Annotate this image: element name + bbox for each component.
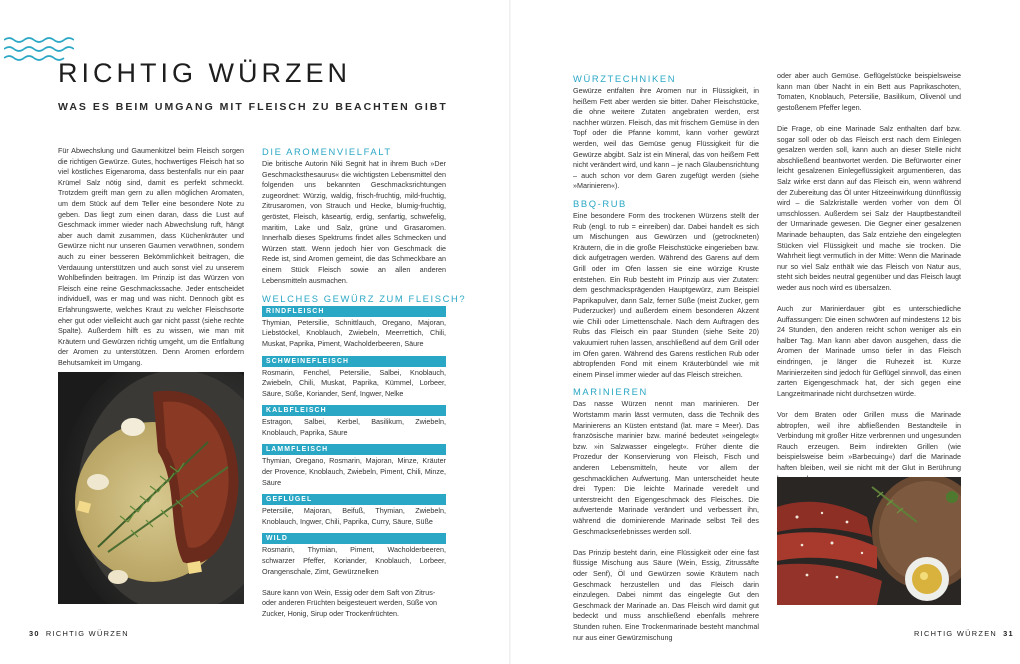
steak-pan-photo — [58, 372, 244, 604]
page-number-left: 30 — [29, 629, 40, 638]
intro-paragraph: Für Abwechslung und Gaumenkitzel beim Fleisch sorgen die richtigen Gewürze. Gutes, hochwertiges Fleisch hat so viel köstliches Eigenaroma, dass bestenfalls nur ein paar Krümel Salz nötig sind, damit es perfekt schmeckt. Trotzdem greift man gern zu allen möglichen Aromaten, um dem Stück auf dem Teller eine besondere Note zu geben. Das liegt zum einen daran, dass die Lust auf Geschmack immer wieder nach Abwechslung ruft, hängt aber auch damit zusammen, dass Küchenkräuter und Gewürze nicht nur unseren Gaumen verwöhnen, sondern auch zu einer besseren Bekömmlichkeit beitragen, die Verdauung unterstützen und auch sonst viel zu unserem Wohlbefinden beitragen. Im Prinzip ist das Würzen von Fleisch eine reine Geschmackssache. Jeder entscheidet individuell, was er mag und was nicht. Dennoch gibt es Erfahrungswerte, welches Kraut zu welcher Fleischsorte eher gut oder vielleicht auch gar nicht passt (siehe rechte Spalte). Außerdem hilft es zu wissen, wie man mit Kräutern und Gewürzen richtig umgeht, um die Entfaltung der Aromen zu unterstützen. Denn Aromen erfordern Behutsamkeit im Umgang. — [58, 146, 244, 367]
lammfleisch-text: Thymian, Oregano, Rosmarin, Majoran, Minze, Kräuter der Provence, Knoblauch, Zwiebeln, Piment, Chili, Minze, Säure — [262, 456, 446, 487]
page-gutter — [509, 0, 511, 664]
aromen-paragraph: Die britische Autorin Niki Segnit hat in ihrem Buch »Der Geschmacksthesaurus« die wichtigsten Lebensmittel den folgenden uns bekannten Geschmacksrichtungen zugeordnet: Würzig, waldig, frisch-fruchtig, mild-fruchtig, Zitrusaromen, von Strauch und Hecke, blumig-fruchtig, geröstet, Fleisch, käseartig, erdig, senfartig, schwefelig, maritim, Lake und Salz, grüne und Grasaromen. Innerhalb dieses Spektrums findet alles Schmecken und Würzen statt. Wenn jedoch hier von Geschmack die Rede ist, sind Aromen gemeint, die das Schmeckbare an einem Stück Fleisch sowie an allen anderen Lebensmitteln ausmachen. — [262, 159, 446, 285]
schweinefleisch-text: Rosmarin, Fenchel, Petersilie, Salbei, Knoblauch, Zwiebeln, Chili, Muskat, Paprika, Kümmel, Lorbeer, Säure, Süße, Koriander, Senf, Ingwer, Nelke — [262, 367, 446, 398]
running-title-left: RICHTIG WÜRZEN — [45, 629, 129, 638]
marinieren-paragraph-2: Das Prinzip besteht darin, eine Flüssigkeit oder eine fast flüssige Mischung aus Säure (Wein, Essig, Zitrussäfte oder Senf), Öl und Gewürzen sowie Kräutern nach Geschmack herzustellen und das Fleisch darin einzulegen. Dabei nimmt das eingelegte Gut den Geschmack der Marinade an. Das Fleisch wird damit gut bedeckt und muss anschließend ebenfalls mehrere Stunden ruhen. Eine Trockenmarinade besteht manchmal nur aus einer Gewürzmischung — [573, 547, 759, 642]
gefluegel-text: Petersilie, Majoran, Beifuß, Thymian, Zwiebeln, Knoblauch, Ingwer, Chili, Paprika, Curry, Säure, Süße — [262, 506, 446, 526]
running-title-right: RICHTIG WÜRZEN — [914, 629, 998, 638]
wild-text: Rosmarin, Thymian, Piment, Wacholderbeeren, schwarzer Pfeffer, Koriander, Knoblauch, Lorbeer, Orangenschale, Zimt, Gewürznelken — [262, 545, 446, 576]
bbq-heading: BBQ-RUB — [573, 197, 627, 209]
wild-banner: WILD — [262, 533, 446, 544]
right-column — [777, 71, 961, 484]
lammfleisch-banner: LAMMFLEISCH — [262, 444, 446, 455]
page-subtitle: WAS ES BEIM UMGANG MIT FLEISCH ZU BEACHTEN GIBT — [58, 101, 448, 113]
kalbfleisch-banner: KALBFLEISCH — [262, 405, 446, 416]
aromen-heading: DIE AROMENVIELFALT — [262, 146, 392, 157]
page-title: RICHTIG WÜRZEN — [58, 58, 351, 88]
right-paragraph-3: Auch zur Marinierdauer gibt es unterschiedliche Auffassungen: Die einen schwören auf mindestens 12 bis 24 Stunden, den anderen reicht schon weniger als ein halber Tag. Man kann aber davon ausgehen, dass die Aromen der Marinade umso tiefer in das Fleisch eindringen, je länger die Ruhezeit ist. Kurze Marinierzeiten sind jedoch für Geflügel sinnvoll, das einen zarten Eigengeschmack hat, der sich gegen eine Langzeitmarinade nicht durchsetzen würde. — [777, 304, 961, 398]
gewuerz-heading: WELCHES GEWÜRZ ZUM FLEISCH? — [262, 292, 467, 304]
right-paragraph-4: Vor dem Braten oder Grillen muss die Marinade abtropfen, weil ihre abfließenden Bestandteile in Verbindung mit großer Hitze verbrennen und ungesunden Rauch erzeugen. Beim indirekten Grillen (wie beispielsweise beim »Barbecuing«) darf die Marinade haften bleiben, weil sie nicht mit der Glut in Berührung — [777, 410, 961, 472]
marinieren-heading: MARINIEREN — [573, 386, 648, 398]
footer-right — [914, 629, 1014, 638]
page-number-right: 31 — [1003, 629, 1014, 638]
footer-left — [29, 629, 129, 638]
techniken-heading: WÜRZTECHNIKEN — [573, 73, 677, 84]
gewuerz-closing: Säure kann von Wein, Essig oder dem Saft von Zitrus- oder anderen Früchten beigesteuert werden, Süße von Zucker, Honig, Sirup oder Trockenfrüchten. — [262, 587, 438, 618]
intro-column — [58, 146, 244, 368]
right-paragraph-2: Die Frage, ob eine Marinade Salz enthalten darf bzw. sogar soll oder ob das Fleisch erst nach dem Einlegen gesalzen werden soll, kann auch an dieser Stelle nicht abschließend beantwortet werden. Die Befürworter einer leicht gesalzenen Einlegeflüssigkeit argumentieren, das Salz wirke erst dann auf das Fleisch ein, wenn während der Zubereitung das Öl unter Hitzeeinwirkung dünnflüssig wird – die Salzkristalle werden vorher von dem Öl umschlossen. Außerdem sei Salz der Hauptbestandteil der Urmarinade gewesen. Die Gegner einer gesalzenen Marinade behaupten, das Salz entziehe den eingelegten Stücken viel Flüssigkeit und mache sie trocken. Die Wahrheit liegt vermutlich in der Mitte: Wenn die Marinade nur so viel Salz enthält wie das Fleisch von Natur aus, steht sich beides neutral gegenüber und das Fleisch laugt weder aus noch wird es übersalzen. — [777, 123, 961, 292]
gefluegel-banner: GEFLÜGEL — [262, 494, 446, 505]
kalbfleisch-text: Estragon, Salbei, Kerbel, Basilikum, Zwiebeln, Knoblauch, Paprika, Säure — [262, 417, 446, 437]
techniken-paragraph: Gewürze entfalten ihre Aromen nur in Flüssigkeit, in heißem Fett aber werden sie bitter. Daher Fleischstücke, die ohne weitere Zutaten angebraten werden, erst nachher würzen. Fleisch, das mit frischem Gemüse in den Topf oder die Pfanne kommt, kann vorher gewürzt werden, weil das Gemüse genug Flüssigkeit für die Gewürze abgibt. Salz ist ein Mineral, das von heißem Fett nicht verändert wird, und kann – je nach Glaubensrichtung – auch schon vor dem Garen zugefügt werden (siehe »Marinieren«). — [573, 86, 759, 191]
rindfleisch-text: Thymian, Petersilie, Schnittlauch, Oregano, Majoran, Liebstöckel, Knoblauch, Zwiebeln, Meerrettich, Chili, Muskat, Paprika, Piment, Wacholderbeeren, Säure — [262, 317, 446, 348]
techniken-column — [573, 71, 759, 643]
aromen-column — [262, 144, 467, 620]
rindfleisch-banner: RINDFLEISCH — [262, 306, 446, 317]
right-paragraph-1: oder aber auch Gemüse. Geflügelstücke beispielsweise kann man über Nacht in ein Bett aus Paprikaschoten, Tomaten, Knoblauch, Petersilie, Basilikum, Olivenöl und gestoßenem Pfeffer legen. — [777, 71, 961, 112]
marinieren-paragraph-1: Das nasse Würzen nennt man marinieren. Der Wortstamm marin lässt vermuten, dass die Technik des Marinierens an Küsten entstand (lat. mare = Meer). Das französische marinier bzw. mariné bedeutet »eingelegt« bzw. »in Salzwasser eingelegt«. Früher diente die Prozedur der Konservierung von Fleisch, Fisch und anderen Lebensmitteln, heute vor allem der geschmacklichen Aufwertung. Man unterscheidet heute drei Typen: Die leichte Marinade veredelt und unterstreicht den Eigengeschmack des Fleisches. Die aufwertende Marinade verändert und verbessert ihn, während die dominierende Marinade selbst Teil des Geschmackserlebnisses werden soll. — [573, 399, 759, 536]
schweinefleisch-banner: SCHWEINEFLEISCH — [262, 356, 446, 367]
bbq-paragraph: Eine besondere Form des trockenen Würzens stellt der Rub (engl. to rub = einreiben) dar. Dabei handelt es sich um Mischungen aus Gewürzen und (getrockneten) Kräutern, die in die große Fleischstücke eingerieben bzw. dick aufgetragen werden. Während des Garens auf dem Grill oder im Ofen lassen sie eine würzige Kruste entstehen. Ein Rub besteht im Prinzip aus vier Zutaten: dem geschmacksprägenden Hauptgewürz, zum Beispiel Paprikapulver, dann Salz, ferner Süße (meist Zucker, gern Puderzucker) und außerdem einem besonderen Akzent wie Chili oder Limettenschale. Nach dem Auftragen des Rubs das Fleisch ein paar Stunden (siehe Seite 20) vakuumiert ruhen lassen, anschließend auf dem Grill oder im Ofen garen. Während des Garens restlichen Rub oder abtropfenden Fond mit einem Kräuterbündel wie mit einem Pinsel immer wieder auf das Fleisch streichen. — [573, 210, 759, 379]
marinated-meat-photo — [777, 477, 961, 605]
